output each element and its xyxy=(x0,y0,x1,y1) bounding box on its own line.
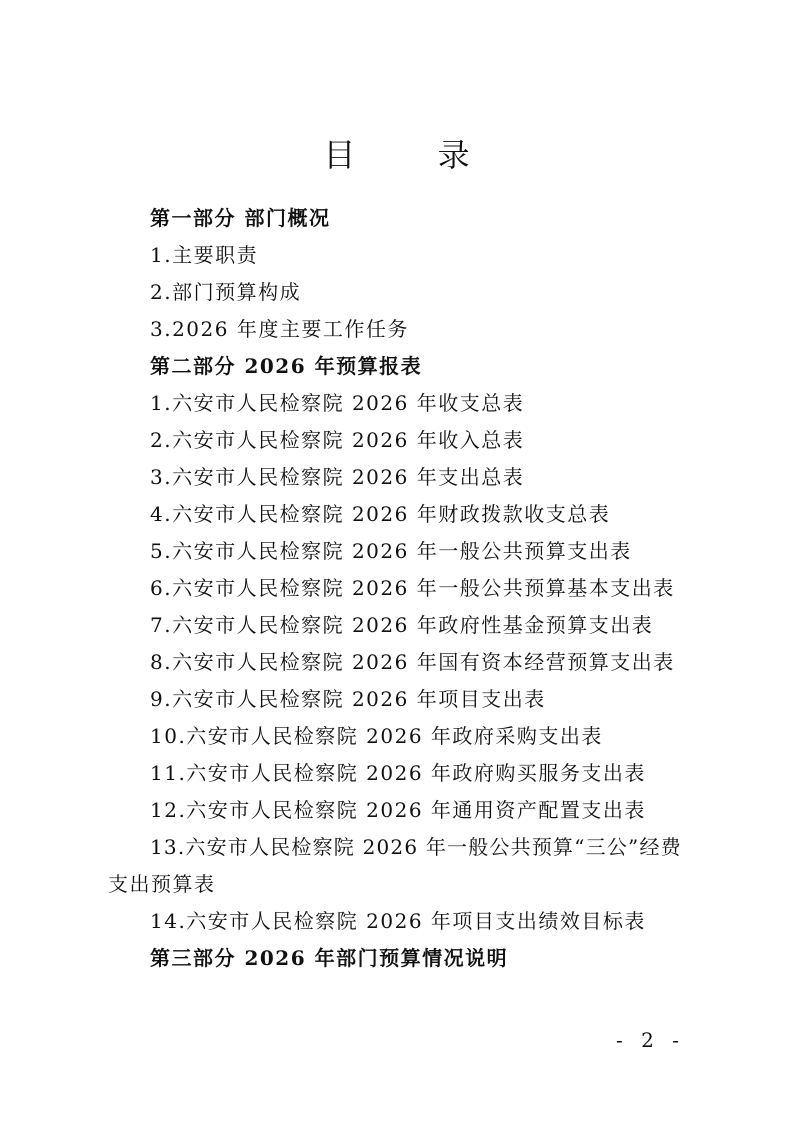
toc-entry: 2.部门预算构成 xyxy=(150,280,302,304)
toc-entry: 5.六安市人民检察院 2026 年一般公共预算支出表 xyxy=(150,539,632,563)
toc-entry: 14.六安市人民检察院 2026 年项目支出绩效目标表 xyxy=(150,909,646,933)
page-number: - 2 - xyxy=(616,1028,685,1052)
toc-part-1-heading: 第一部分 部门概况 xyxy=(150,206,331,230)
toc-entry-continuation: 支出预算表 xyxy=(108,872,216,896)
toc-entry: 6.六安市人民检察院 2026 年一般公共预算基本支出表 xyxy=(150,576,675,600)
toc-entry: 1.六安市人民检察院 2026 年收支总表 xyxy=(150,391,525,415)
toc-entry: 2.六安市人民检察院 2026 年收入总表 xyxy=(150,428,525,452)
toc-part-3-heading: 第三部分 2026 年部门预算情况说明 xyxy=(150,946,509,970)
page-title: 目 录 xyxy=(323,136,506,174)
toc-entry: 1.主要职责 xyxy=(150,243,259,267)
toc-entry: 8.六安市人民检察院 2026 年国有资本经营预算支出表 xyxy=(150,650,675,674)
toc-entry: 7.六安市人民检察院 2026 年政府性基金预算支出表 xyxy=(150,613,654,637)
toc-entry: 3.2026 年度主要工作任务 xyxy=(150,317,409,341)
toc-entry: 3.六安市人民检察院 2026 年支出总表 xyxy=(150,465,525,489)
toc-entry: 4.六安市人民检察院 2026 年财政拨款收支总表 xyxy=(150,502,611,526)
toc-part-2-heading: 第二部分 2026 年预算报表 xyxy=(150,354,423,378)
table-of-contents xyxy=(108,200,688,977)
toc-entry: 12.六安市人民检察院 2026 年通用资产配置支出表 xyxy=(150,798,646,822)
toc-entry: 10.六安市人民检察院 2026 年政府采购支出表 xyxy=(150,724,603,748)
toc-entry: 9.六安市人民检察院 2026 年项目支出表 xyxy=(150,687,546,711)
toc-entry: 11.六安市人民检察院 2026 年政府购买服务支出表 xyxy=(150,761,646,785)
toc-entry: 13.六安市人民检察院 2026 年一般公共预算“三公”经费 xyxy=(150,835,682,859)
